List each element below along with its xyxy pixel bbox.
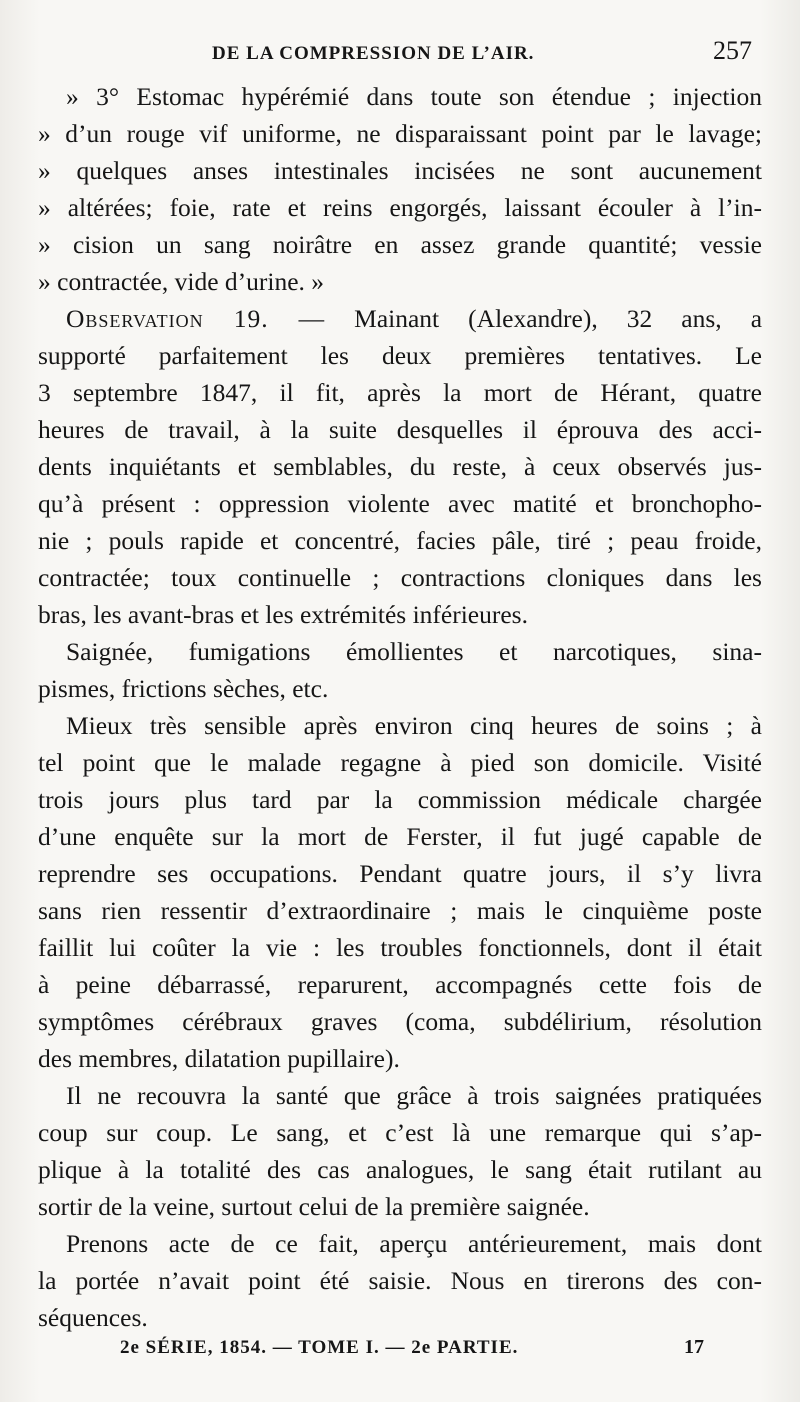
text-line: Saignée, fumigations émollientes et narcotiques, sina- bbox=[66, 637, 762, 666]
text-line: supporté parfaitement les deux premières tentatives. Le bbox=[38, 341, 762, 370]
text-line: » quelques anses intestinales incisées ne sont aucunement bbox=[38, 156, 762, 185]
text-line: séquences. bbox=[38, 1303, 148, 1332]
text-line: pismes, frictions sèches, etc. bbox=[38, 674, 329, 703]
text-line: 3 septembre 1847, il fit, après la mort de Hérant, quatre bbox=[38, 378, 762, 407]
text-line: » cision un sang noirâtre en assez grande quantité; vessie bbox=[38, 230, 762, 259]
text-line: coup sur coup. Le sang, et c’est là une remarque qui s’ap- bbox=[38, 1118, 762, 1147]
text-line: Prenons acte de ce fait, aperçu antérieurement, mais dont bbox=[66, 1229, 762, 1258]
text-line: Mainant (Alexandre), 32 ans, a bbox=[354, 304, 763, 333]
text-line: » 3° Estomac hypérémié dans toute son étendue ; injection bbox=[66, 82, 762, 111]
text-line: » d’un rouge vif uniforme, ne disparaissant point par le lavage; bbox=[38, 119, 762, 148]
text-line: symptômes cérébraux graves (coma, subdélirium, résolution bbox=[38, 1007, 762, 1036]
text-line: heures de travail, à la suite desquelles il éprouva des acci- bbox=[38, 415, 762, 444]
sheet-number: 17 bbox=[684, 1336, 704, 1358]
text-line: contractée; toux continuelle ; contractions cloniques dans les bbox=[38, 563, 762, 592]
text-line: à peine débarrassé, reparurent, accompagnés cette fois de bbox=[38, 970, 762, 999]
text-line: plique à la totalité des cas analogues, le sang était rutilant au bbox=[38, 1155, 762, 1184]
text-line: Mieux très sensible après environ cinq heures de soins ; à bbox=[66, 711, 762, 740]
text-line: la portée n’avait point été saisie. Nous en tirerons des con- bbox=[38, 1266, 762, 1295]
text-line: » altérées; foie, rate et reins engorgés, laissant écouler à l’in- bbox=[38, 193, 762, 222]
observation-label: Observation 19. — bbox=[66, 304, 326, 333]
text-line: Il ne recouvra la santé que grâce à trois saignées pratiquées bbox=[66, 1081, 762, 1110]
running-title: DE LA COMPRESSION DE L’AIR. bbox=[212, 43, 535, 64]
text-line: » contractée, vide d’urine. » bbox=[38, 267, 325, 296]
text-line: faillit lui coûter la vie : les troubles fonctionnels, dont il était bbox=[38, 933, 762, 962]
text-line: tel point que le malade regagne à pied son domicile. Visité bbox=[38, 748, 762, 777]
observation-heading-line bbox=[38, 300, 762, 337]
page-number: 257 bbox=[713, 36, 752, 65]
text-line: sans rien ressentir d’extraordinaire ; mais le cinquième poste bbox=[38, 896, 762, 925]
printer-signature: 2e SÉRIE, 1854. — TOME I. — 2e PARTIE. bbox=[120, 1337, 519, 1358]
text-line: dents inquiétants et semblables, du reste, à ceux observés jus- bbox=[38, 452, 762, 481]
text-line: des membres, dilatation pupillaire). bbox=[38, 1044, 400, 1073]
page-header bbox=[212, 36, 752, 66]
text-line: trois jours plus tard par la commission médicale chargée bbox=[38, 785, 762, 814]
text-line: sortir de la veine, surtout celui de la première saignée. bbox=[38, 1192, 590, 1221]
body-text bbox=[38, 78, 762, 1336]
text-line: reprendre ses occupations. Pendant quatre jours, il s’y livra bbox=[38, 859, 762, 888]
text-line: bras, les avant-bras et les extrémités inférieures. bbox=[38, 600, 528, 629]
text-line: d’une enquête sur la mort de Ferster, il fut jugé capable de bbox=[38, 822, 762, 851]
page-footer bbox=[120, 1336, 704, 1359]
text-line: nie ; pouls rapide et concentré, facies pâle, tiré ; peau froide, bbox=[38, 526, 762, 555]
text-line: qu’à présent : oppression violente avec matité et bronchopho- bbox=[38, 489, 762, 518]
